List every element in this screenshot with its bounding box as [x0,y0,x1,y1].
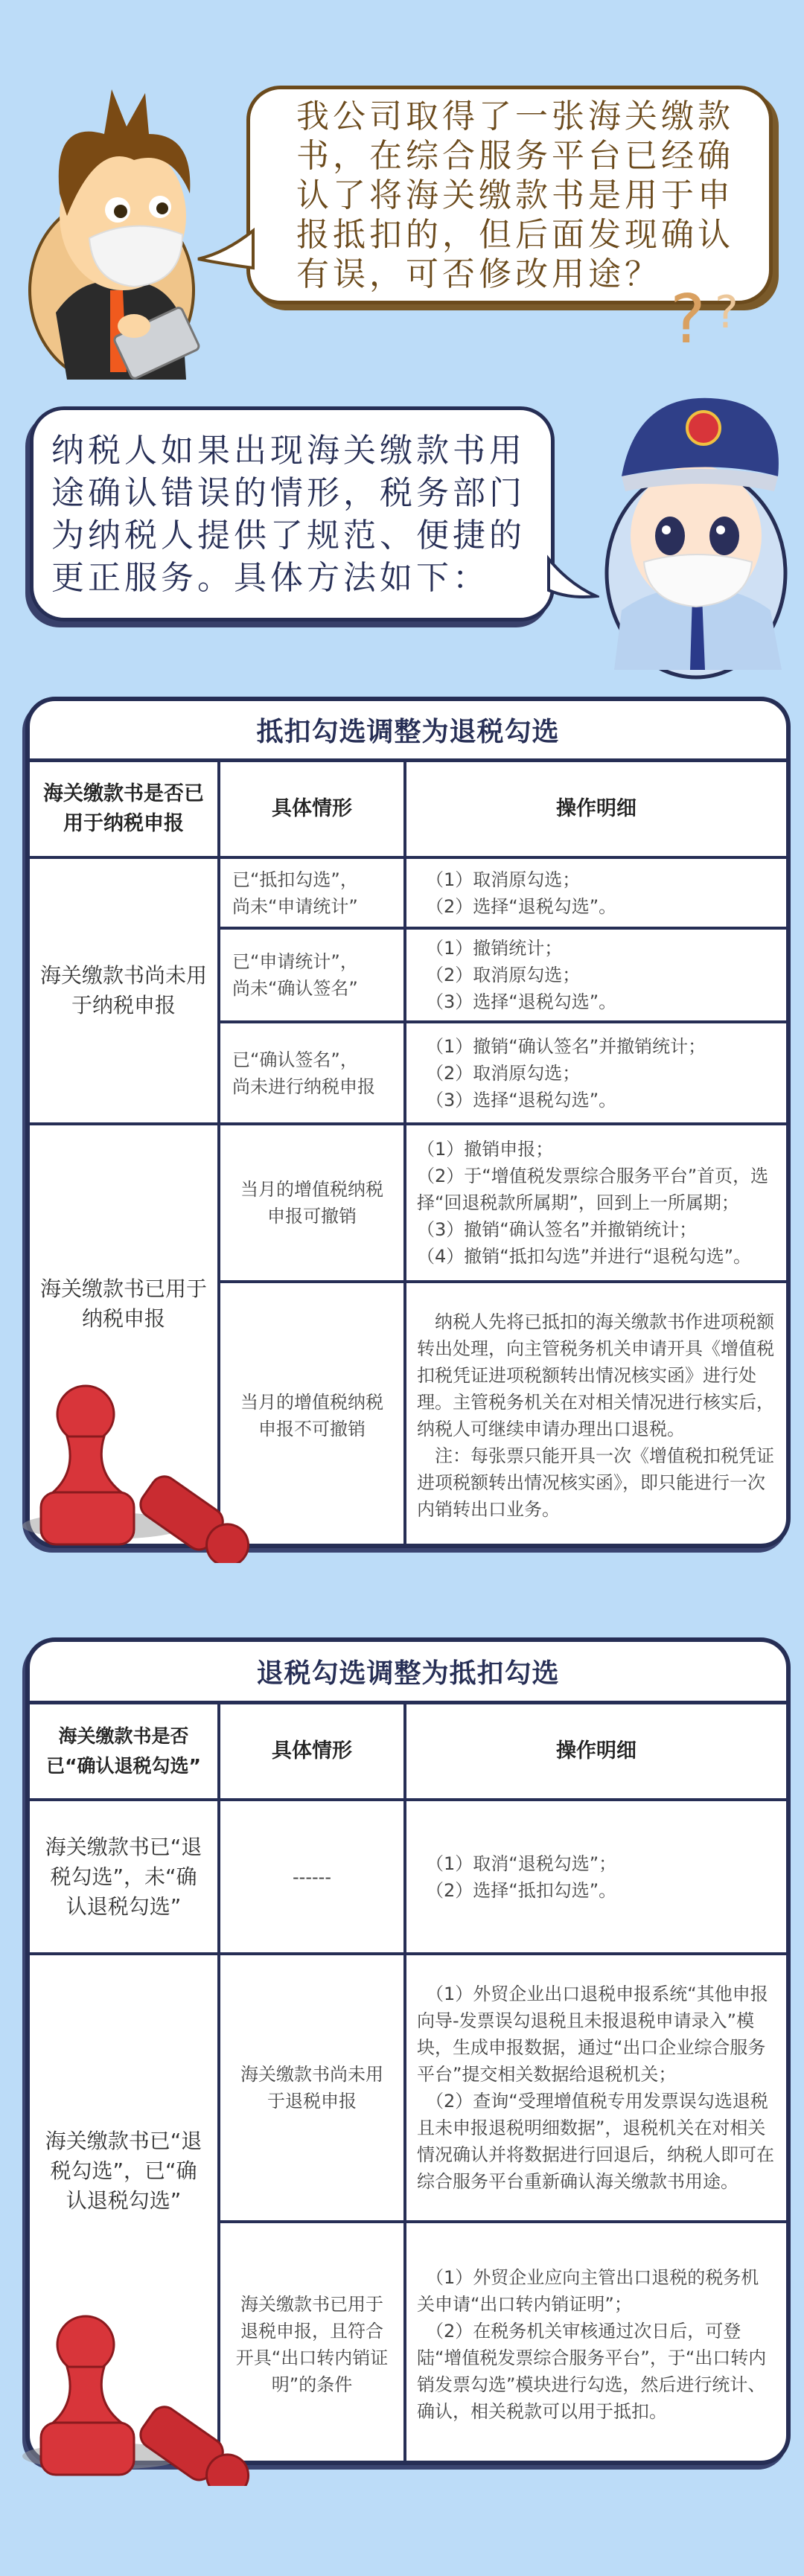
detail-cell: （1）取消原勾选； （2）选择“退税勾选”。 [405,857,786,928]
column-header: 具体情形 [219,762,405,857]
group-label: 海关缴款书已“退税勾选”，已“确认退税勾选” [30,1954,219,2465]
column-header: 操作明细 [405,762,786,857]
group-label: 海关缴款书已用于纳税申报 [30,1124,219,1548]
svg-text:?: ? [715,287,738,339]
situation-cell: 海关缴款书已用于退税申报，且符合开具“出口转内销证明”的条件 [219,2222,405,2465]
column-header: 海关缴款书是否已用于纳税申报 [30,762,219,857]
table-title: 抵扣勾选调整为退税勾选 [30,701,786,762]
table-row [30,857,786,928]
table-header-row [30,1704,786,1800]
table-row [30,1124,786,1282]
table-title: 退税勾选调整为抵扣勾选 [30,1642,786,1704]
taxpayer-question: 我公司取得了一张海关缴款书，在综合服务平台已经确认了将海关缴款书是用于申报抵扣的，但后面发现确认有误，可否修改用途？ [296,97,734,293]
detail-cell: （1）外贸企业出口退税申报系统“其他申报向导-发票误勾退税且未报退税申请录入”模块，生成申报数据，通过“出口企业综合服务平台”提交相关数据给退税机关； （2）查询“受理增值税专用发票误勾选退税且未申报退税明细数据”，退税机关在对相关情况确认并将数据进行回退后，纳税人即可在综合服务平台重新确认海关缴款书用途。 [405,1954,786,2222]
detail-cell: （1）取消“退税勾选”； （2）选择“抵扣勾选”。 [405,1800,786,1954]
officer-answer: 纳税人如果出现海关缴款书用途确认错误的情形，税务部门为纳税人提供了规范、便捷的更正服务。具体方法如下： [51,431,526,597]
situation-cell: ------ [219,1800,405,1954]
situation-cell: 已“确认签名”， 尚未进行纳税申报 [219,1022,405,1124]
refund-to-deduction-table [25,1637,791,2465]
table-row [30,1954,786,2222]
taxpayer-speech-bubble [246,86,773,304]
table-row [30,1800,786,1954]
detail-cell: （1）外贸企业应向主管出口退税的税务机关申请“出口转内销证明”； （2）在税务机关审核通过次日后，可登陆“增值税发票综合服务平台”，于“出口转内销发票勾选”模块进行勾选，然后进行统计、确认，相关税款可以用于抵扣。 [405,2222,786,2465]
situation-cell: 当月的增值税纳税申报不可撤销 [219,1282,405,1548]
group-label: 海关缴款书已“退税勾选”，未“确认退税勾选” [30,1800,219,1954]
officer-speech-bubble [30,406,555,621]
svg-text:?: ? [670,283,706,357]
situation-cell: 当月的增值税纳税申报可撤销 [219,1124,405,1282]
detail-cell: （1）撤销统计； （2）取消原勾选； （3）选择“退税勾选”。 [405,928,786,1022]
column-header: 操作明细 [405,1704,786,1800]
deduction-to-refund-table [25,697,791,1548]
situation-cell: 已“申请统计”， 尚未“确认签名” [219,928,405,1022]
table-header-row [30,762,786,857]
question-marks-icon [670,283,752,357]
tax-officer-avatar [592,387,804,685]
detail-cell: （1）撤销“确认签名”并撤销统计； （2）取消原勾选； （3）选择“退税勾选”。 [405,1022,786,1124]
bubble-tail [195,223,255,283]
detail-cell: （1）撤销申报； （2）于“增值税发票综合服务平台”首页，选择“回退税款所属期”，回到上一所属期； （3）撤销“确认签名”并撤销统计； （4）撤销“抵扣勾选”并进行“退税勾选”。 [405,1124,786,1282]
detail-cell: 纳税人先将已抵扣的海关缴款书作进项税额转出处理，向主管税务机关申请开具《增值税扣税凭证进项税额转出情况核实函》进行处理。主管税务机关在对相关情况进行核实后，纳税人可继续申请办理出口退税。 注：每张票只能开具一次《增值税扣税凭证进项税额转出情况核实函》，即只能进行一次内销转出口业务。 [405,1282,786,1548]
situation-cell: 已“抵扣勾选”， 尚未“申请统计” [219,857,405,928]
column-header: 海关缴款书是否已“确认退税勾选” [30,1704,219,1800]
bubble-tail [547,554,599,607]
situation-cell: 海关缴款书尚未用于退税申报 [219,1954,405,2222]
group-label: 海关缴款书尚未用于纳税申报 [30,857,219,1124]
column-header: 具体情形 [219,1704,405,1800]
